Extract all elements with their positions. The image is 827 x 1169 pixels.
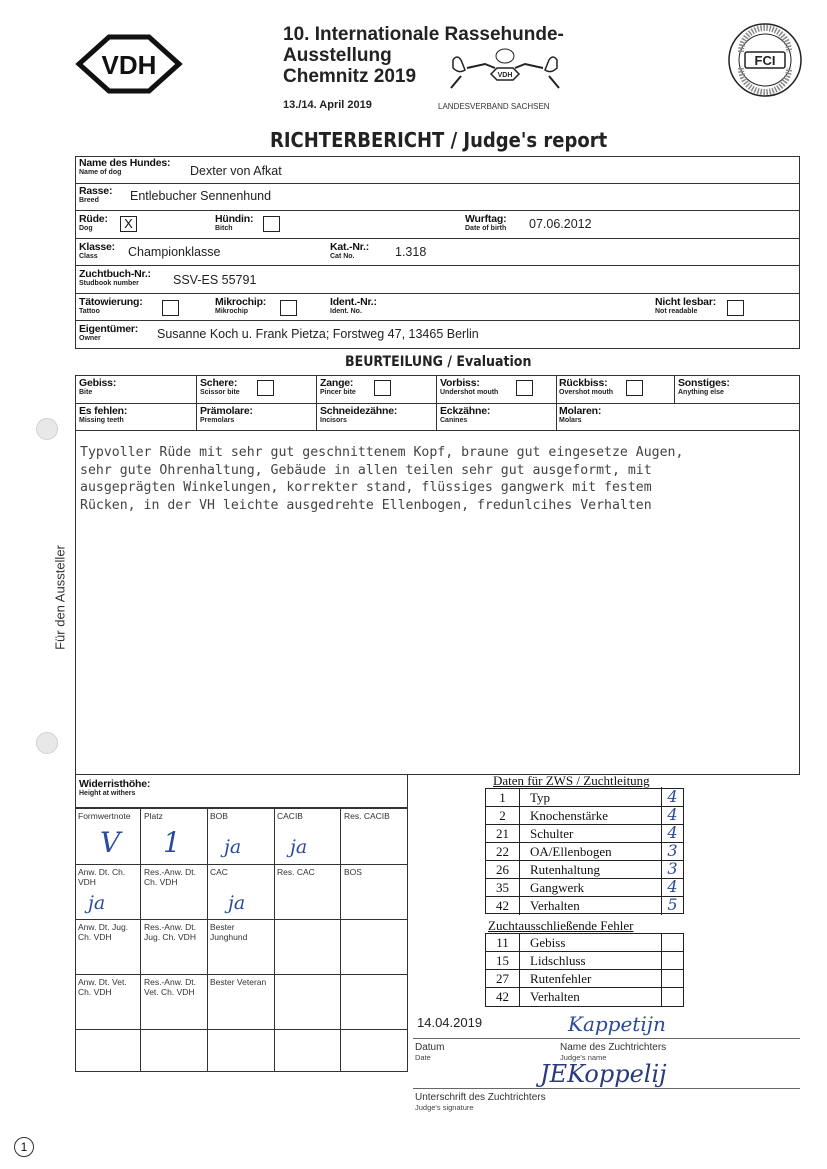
title-line-2: Ausstellung: [283, 45, 392, 66]
zws-row: [486, 861, 683, 879]
unreadable-label: [655, 297, 716, 316]
dog-name-value: Dexter von Afkat: [190, 164, 282, 178]
report-title: RICHTERBERICHT / Judge's report: [270, 128, 608, 152]
owner-value: Susanne Koch u. Frank Pietza; Forstweg 47, 13465 Berlin: [157, 327, 479, 341]
mark-formwert: V: [100, 826, 121, 859]
missing-label: [79, 406, 127, 425]
catno-label-de: Kat.-Nr.:: [330, 241, 370, 253]
chip-label-de: Mikrochip:: [215, 296, 267, 308]
incisor-label-en: Incisors: [320, 417, 347, 424]
signature-label: [415, 1092, 546, 1112]
zws-score: 4: [661, 787, 683, 807]
studbook-label-de: Zuchtbuch-Nr.:: [79, 268, 151, 280]
name-label-en: Name of dog: [79, 169, 122, 176]
bite-label: [79, 378, 116, 397]
class-value: Championklasse: [128, 245, 221, 259]
chip-label-en: Mikrochip: [215, 308, 249, 315]
zws-table: [485, 788, 684, 914]
tattoo-label-en: Tattoo: [79, 308, 100, 315]
studbook-value: SSV-ES 55791: [173, 273, 257, 287]
fci-logo-text: FCI: [754, 53, 776, 68]
cell-anw-dt-vet: Anw. Dt. Vet. Ch. VDH: [78, 977, 127, 997]
zws-score: 4: [661, 805, 683, 825]
name-label: [79, 158, 170, 177]
signature-line: [413, 1088, 800, 1089]
studbook-label-en: Studbook number: [79, 280, 139, 287]
zws-row: [486, 843, 683, 861]
height-label-en: Height at withers: [79, 790, 136, 797]
show-date: 13./14. April 2019: [283, 99, 372, 111]
mark-cacib: ja: [290, 836, 308, 858]
cell-res-anw-dt-vet: Res.-Anw. Dt. Vet. Ch. VDH: [144, 977, 196, 997]
chip-checkbox[interactable]: [280, 300, 297, 316]
fault-code: 15: [486, 952, 520, 970]
zws-title: Daten für ZWS / Zuchtleitung: [493, 773, 650, 788]
cell-bester-junghund: Bester Junghund: [210, 922, 248, 942]
bite-label-en: Bite: [79, 389, 93, 396]
other-label: [678, 378, 730, 397]
zws-code: 22: [486, 843, 520, 861]
class-label-de: Klasse:: [79, 241, 115, 253]
zws-row: [486, 897, 683, 915]
tattoo-label-de: Tätowierung:: [79, 296, 143, 308]
zws-score: 3: [661, 841, 683, 861]
cell-formwert: Formwertnote: [78, 811, 131, 821]
zws-label: OA/Ellenbogen: [530, 844, 612, 859]
male-label-de: Rüde:: [79, 213, 108, 225]
scissor-label: [200, 378, 240, 397]
emblem-vdh-text: VDH: [497, 72, 513, 79]
fault-label: Rutenfehler: [530, 971, 592, 986]
cell-res-anw-dt-ch: Res.-Anw. Dt. Ch. VDH: [144, 867, 196, 887]
zws-score: 5: [661, 895, 683, 915]
page-number: 1: [14, 1137, 34, 1157]
fault-code: 42: [486, 988, 520, 1006]
fault-checkbox[interactable]: [661, 934, 683, 952]
fault-label: Gebiss: [530, 935, 566, 950]
female-label: [215, 214, 253, 233]
fault-label: Lidschluss: [530, 953, 586, 968]
fault-row: [486, 970, 683, 988]
ident-label: [330, 297, 377, 316]
mark-anw-dt-ch: ja: [88, 892, 106, 914]
bite-label-de: Gebiss:: [79, 377, 117, 389]
overshot-label: [559, 378, 613, 397]
class-label-en: Class: [79, 253, 98, 260]
canine-label-en: Canines: [440, 417, 468, 424]
zws-label: Verhalten: [530, 898, 580, 913]
catno-label-en: Cat No.: [330, 253, 355, 260]
evaluation-line: sehr gute Ohrenhaltung, Gebäude in allen teilen sehr gut ausgeformt, mit: [80, 462, 652, 478]
fci-logo: [727, 22, 803, 98]
date-label-en: Date: [415, 1053, 431, 1062]
breed-value: Entlebucher Sennenhund: [130, 189, 272, 203]
cell-cac: CAC: [210, 867, 228, 877]
scissor-label-en: Scissor bite: [200, 389, 240, 396]
signature-label-de: Unterschrift des Zuchtrichters: [415, 1092, 546, 1103]
judge-signature: JEKoppelij: [540, 1060, 667, 1088]
date-label: [415, 1042, 444, 1062]
zws-code: 1: [486, 789, 520, 807]
premolar-label: [200, 406, 253, 425]
missing-label-de: Es fehlen:: [79, 405, 128, 417]
undershot-label: [440, 378, 498, 397]
zws-row: [486, 807, 683, 825]
overshot-checkbox[interactable]: [626, 380, 643, 396]
evaluation-line: Rücken, in der VH leichte ausgedrehte Ellenbogen, fredunlcihes Verhalten: [80, 497, 652, 513]
chip-label: [215, 297, 266, 316]
pincer-label-en: Pincer bite: [320, 389, 356, 396]
fault-checkbox[interactable]: [661, 970, 683, 988]
zws-label: Knochenstärke: [530, 808, 608, 823]
incisor-label-de: Schneidezähne:: [320, 405, 398, 417]
other-label-en: Anything else: [678, 389, 724, 396]
undershot-checkbox[interactable]: [516, 380, 533, 396]
undershot-label-en: Undershot mouth: [440, 389, 499, 396]
male-label: [79, 214, 108, 233]
female-label-de: Hündin:: [215, 213, 254, 225]
catno-label: [330, 242, 369, 261]
male-checkbox[interactable]: X: [120, 216, 137, 232]
fault-label: Verhalten: [530, 989, 580, 1004]
evaluation-line: Typvoller Rüde mit sehr gut geschnittenem Kopf, braune gut eingesetze Augen,: [80, 445, 684, 460]
judge-name-label-en: Judge's name: [560, 1053, 607, 1062]
date-label-de: Datum: [415, 1042, 445, 1053]
breed-label-en: Breed: [79, 197, 99, 204]
studbook-label: [79, 269, 151, 288]
zws-label: Gangwerk: [530, 880, 585, 895]
mark-cac: ja: [228, 892, 246, 914]
cell-res-cac: Res. CAC: [277, 867, 315, 877]
cell-bos: BOS: [344, 867, 362, 877]
fault-code: 11: [486, 934, 520, 952]
unreadable-label-en: Not readable: [655, 308, 698, 315]
judge-name-hand: Kappetijn: [568, 1012, 666, 1036]
zws-row: [486, 879, 683, 897]
female-label-en: Bitch: [215, 225, 233, 232]
zws-code: 42: [486, 897, 520, 915]
missing-label-en: Missing teeth: [79, 417, 124, 424]
breed-label-de: Rasse:: [79, 185, 113, 197]
vdh-logo: [75, 34, 183, 94]
cell-platz: Platz: [144, 811, 163, 821]
zws-score: 3: [661, 859, 683, 879]
dogs-emblem-icon: [445, 46, 565, 96]
unreadable-label-de: Nicht lesbar:: [655, 296, 716, 308]
dob-label-en: Date of birth: [465, 225, 507, 232]
zws-label: Rutenhaltung: [530, 862, 601, 877]
judge-name-label: [560, 1042, 666, 1062]
molar-label: [559, 406, 601, 425]
dob-value: 07.06.2012: [529, 217, 592, 231]
punch-hole-icon: [36, 732, 58, 754]
side-label: Für den Aussteller: [52, 545, 68, 650]
cell-bester-veteran: Bester Veteran: [210, 977, 267, 987]
scissor-checkbox[interactable]: [257, 380, 274, 396]
title-line-1: 10. Internationale Rassehunde-: [283, 24, 564, 45]
class-label: [79, 242, 115, 261]
tattoo-checkbox[interactable]: [162, 300, 179, 316]
owner-label-de: Eigentümer:: [79, 323, 139, 335]
evaluation-heading: BEURTEILUNG / Evaluation: [345, 354, 532, 370]
fault-checkbox[interactable]: [661, 952, 683, 970]
catno-value: 1.318: [395, 245, 427, 259]
canine-label: [440, 406, 490, 425]
canine-label-de: Eckzähne:: [440, 405, 491, 417]
zws-label: Typ: [530, 790, 551, 805]
breed-label: [79, 186, 112, 205]
cell-cacib: CACIB: [277, 811, 303, 821]
tattoo-label: [79, 297, 143, 316]
evaluation-text: [80, 444, 796, 514]
molar-label-en: Molars: [559, 417, 582, 424]
unreadable-checkbox[interactable]: [727, 300, 744, 316]
pincer-label: [320, 378, 356, 397]
zws-code: 26: [486, 861, 520, 879]
owner-label-en: Owner: [79, 335, 101, 342]
org-name: LANDESVERBAND SACHSEN: [438, 102, 550, 111]
premolar-label-de: Prämolare:: [200, 405, 253, 417]
mark-bob: ja: [224, 836, 242, 858]
zws-row: [486, 789, 683, 807]
dob-label: [465, 214, 506, 233]
cell-anw-dt-jug: Anw. Dt. Jug. Ch. VDH: [78, 922, 129, 942]
zws-row: [486, 825, 683, 843]
zws-score: 4: [661, 823, 683, 843]
cell-anw-dt-ch: Anw. Dt. Ch. VDH: [78, 867, 126, 887]
other-label-de: Sonstiges:: [678, 377, 730, 389]
fault-row: [486, 988, 683, 1006]
molar-label-de: Molaren:: [559, 405, 602, 417]
pincer-label-de: Zange:: [320, 377, 354, 389]
owner-label: [79, 324, 138, 343]
ident-label-en: Ident. No.: [330, 308, 362, 315]
scissor-label-de: Schere:: [200, 377, 238, 389]
vdh-logo-text: VDH: [101, 50, 157, 80]
dob-label-de: Wurftag:: [465, 213, 507, 225]
date-value: 14.04.2019: [417, 1015, 483, 1030]
cell-res-anw-dt-jug: Res.-Anw. Dt. Jug. Ch. VDH: [144, 922, 196, 942]
faults-title: Zuchtausschließende Fehler: [488, 918, 634, 933]
zws-code: 2: [486, 807, 520, 825]
zws-code: 35: [486, 879, 520, 897]
faults-table: [485, 933, 684, 1007]
overshot-label-de: Rückbiss:: [559, 377, 608, 389]
cell-res-cacib: Res. CACIB: [344, 811, 390, 821]
female-checkbox[interactable]: [263, 216, 280, 232]
name-label-de: Name des Hundes:: [79, 157, 171, 169]
signature-label-en: Judge's signature: [415, 1103, 474, 1112]
height-label: [79, 779, 150, 798]
overshot-label-en: Overshot mouth: [559, 389, 614, 396]
evaluation-line: ausgeprägten Winkelungen, korrekter stand, flüssiges gangwerk mit festem: [80, 480, 652, 495]
zws-label: Schulter: [530, 826, 574, 841]
undershot-label-de: Vorbiss:: [440, 377, 480, 389]
name-line: [413, 1038, 800, 1039]
premolar-label-en: Premolars: [200, 417, 235, 424]
pincer-checkbox[interactable]: [374, 380, 391, 396]
punch-hole-icon: [36, 418, 58, 440]
zws-code: 21: [486, 825, 520, 843]
judge-name-label-de: Name des Zuchtrichters: [560, 1042, 667, 1053]
mark-platz: 1: [163, 826, 181, 859]
evaluation-section: [75, 375, 800, 775]
cell-bob: BOB: [210, 811, 228, 821]
fault-row: [486, 934, 683, 952]
title-line-3: Chemnitz 2019: [283, 66, 417, 87]
zws-score: 4: [661, 877, 683, 897]
fault-code: 27: [486, 970, 520, 988]
ident-label-de: Ident.-Nr.:: [330, 296, 377, 308]
height-label-de: Widerristhöhe:: [79, 778, 151, 790]
fault-checkbox[interactable]: [661, 988, 683, 1006]
incisor-label: [320, 406, 397, 425]
male-label-en: Dog: [79, 225, 93, 232]
fault-row: [486, 952, 683, 970]
